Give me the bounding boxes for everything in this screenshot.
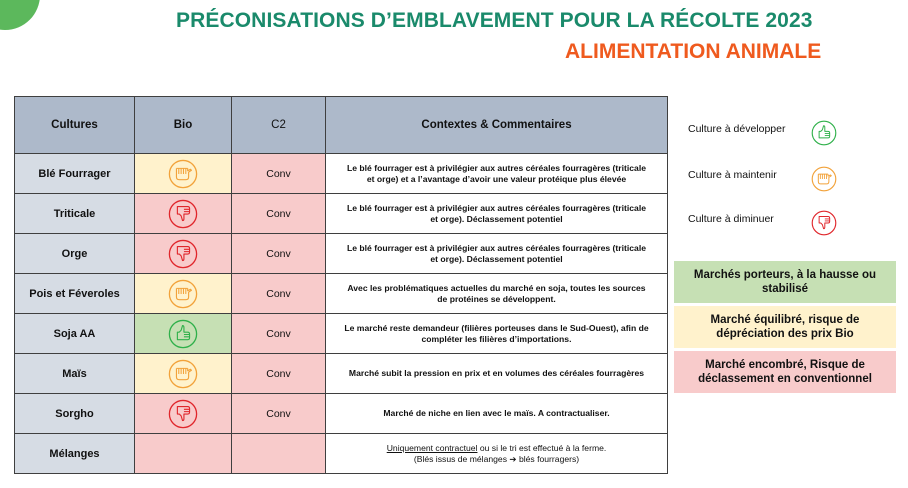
thumbs-down-icon xyxy=(168,199,198,229)
bio-status-cell xyxy=(135,154,232,194)
page-subtitle: ALIMENTATION ANIMALE xyxy=(565,40,822,63)
table-row xyxy=(15,234,668,274)
crop-name: Orge xyxy=(15,234,135,274)
table-header-row xyxy=(15,97,668,154)
legend-label-developper: Culture à développer xyxy=(688,123,786,135)
thumbs-down-icon xyxy=(168,399,198,429)
crop-name: Mélanges xyxy=(15,434,135,474)
comment-cell xyxy=(326,274,668,314)
comment-line: Marché subit la pression en prix et en volumes des céréales fourragères xyxy=(348,368,645,378)
comment-line: Le marché reste demandeur (filières porteuses dans le Sud-Ouest), afin de xyxy=(344,322,649,333)
bio-status-cell xyxy=(135,194,232,234)
legend-label-diminuer: Culture à diminuer xyxy=(688,213,774,225)
comment-line: ou si le tri est effectué à la ferme. xyxy=(477,442,607,453)
table-row xyxy=(15,274,668,314)
legend-label-maintenir: Culture à maintenir xyxy=(688,169,777,181)
bio-status-cell xyxy=(135,314,232,354)
thumbs-up-icon xyxy=(168,319,198,349)
market-line: Marché encombré, Risque de xyxy=(705,359,865,371)
market-line: dépréciation des prix Bio xyxy=(716,328,854,340)
market-line: Marché équilibré, risque de xyxy=(710,314,860,326)
c2-value: Conv xyxy=(232,154,326,194)
table-row xyxy=(15,354,668,394)
c2-value: Conv xyxy=(232,194,326,234)
crop-name: Triticale xyxy=(15,194,135,234)
comment-cell xyxy=(326,234,668,274)
comment-line: (Blés issus de mélanges ➔ blés fourragers) xyxy=(413,453,580,464)
market-box-encombre xyxy=(674,351,896,393)
comment-line: compléter les filières d’importations. xyxy=(421,333,572,344)
c2-value: Conv xyxy=(232,274,326,314)
comment-cell xyxy=(326,314,668,354)
comment-line: de protéines se développent. xyxy=(437,293,556,304)
table-row xyxy=(15,394,668,434)
bio-status-cell xyxy=(135,354,232,394)
c2-value: Conv xyxy=(232,234,326,274)
comment-line: Le blé fourrager est à privilégier aux autres céréales fourragères (triticale xyxy=(346,202,646,213)
market-line: déclassement en conventionnel xyxy=(698,373,872,385)
market-box-porteur xyxy=(674,261,896,303)
crop-name: Soja AA xyxy=(15,314,135,354)
thumbs-down-icon xyxy=(168,239,198,269)
comment-cell xyxy=(326,394,668,434)
comment-line: Le blé fourrager est à privilégier aux autres céréales fourragères (triticale xyxy=(346,242,646,253)
market-line: stabilisé xyxy=(761,283,809,295)
crop-name: Blé Fourrager xyxy=(15,154,135,194)
table-row xyxy=(15,154,668,194)
comment-cell xyxy=(326,194,668,234)
crop-name: Pois et Féveroles xyxy=(15,274,135,314)
bio-status-cell xyxy=(135,234,232,274)
comment-cell xyxy=(326,434,668,474)
recommendations-table xyxy=(14,96,668,474)
thumbs-up-icon xyxy=(811,120,837,146)
market-line: Marchés porteurs, à la hausse ou xyxy=(693,269,877,281)
header-comments: Contextes & Commentaires xyxy=(326,97,668,154)
page-title: PRÉCONISATIONS D’EMBLAVEMENT POUR LA RÉCOLTE 2023 xyxy=(176,9,813,32)
corner-decoration xyxy=(0,0,40,30)
comment-line: et orge) et a l’avantage d’avoir une valeur protéique plus élevée xyxy=(366,173,627,184)
bio-status-cell xyxy=(135,434,232,474)
comment-line: Le blé fourrager est à privilégier aux autres céréales fourragères (triticale xyxy=(346,162,646,173)
header-bio: Bio xyxy=(135,97,232,154)
comment-cell xyxy=(326,354,668,394)
hand-flat-icon xyxy=(168,359,198,389)
comment-cell xyxy=(326,154,668,194)
bio-status-cell xyxy=(135,274,232,314)
c2-value: Conv xyxy=(232,314,326,354)
comment-underlined: Uniquement contractuel xyxy=(386,442,478,453)
crop-name: Maïs xyxy=(15,354,135,394)
comment-line: et orge). Déclassement potentiel xyxy=(430,253,563,264)
header-cultures: Cultures xyxy=(15,97,135,154)
hand-flat-icon xyxy=(168,279,198,309)
hand-flat-icon xyxy=(168,159,198,189)
bio-status-cell xyxy=(135,394,232,434)
comment-line: Marché de niche en lien avec le maïs. A contractualiser. xyxy=(383,408,610,418)
c2-value xyxy=(232,434,326,474)
market-box-equilibre xyxy=(674,306,896,348)
table-row xyxy=(15,314,668,354)
table-row xyxy=(15,434,668,474)
thumbs-down-icon xyxy=(811,210,837,236)
c2-value: Conv xyxy=(232,394,326,434)
crop-name: Sorgho xyxy=(15,394,135,434)
table-row xyxy=(15,194,668,234)
comment-line: Avec les problématiques actuelles du marché en soja, toutes les sources xyxy=(347,282,646,293)
comment-line: et orge). Déclassement potentiel xyxy=(430,213,563,224)
hand-flat-icon xyxy=(811,166,837,192)
header-c2: C2 xyxy=(232,97,326,154)
c2-value: Conv xyxy=(232,354,326,394)
